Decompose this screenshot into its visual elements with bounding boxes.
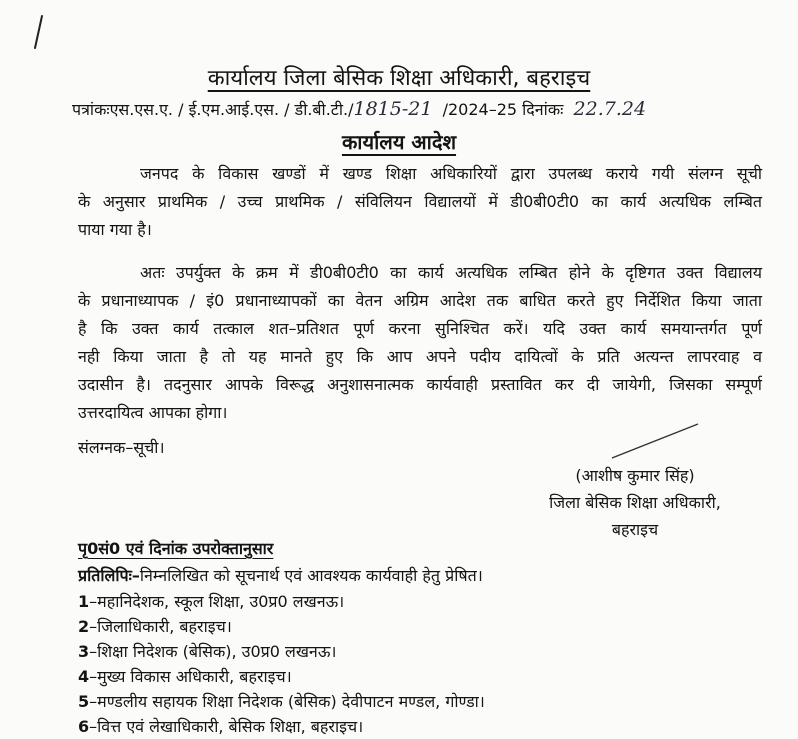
list-item: 3–शिक्षा निदेशक (बेसिक), उ0प्र0 लखनऊ। — [78, 642, 337, 661]
para2-line: है कि उक्त कार्य तत्काल शत–प्रतिशत पूर्ण करना सुनिश्चित करें। यदि उक्त कार्य समयान्तर्गत पूर्ण — [78, 319, 762, 338]
reference-line — [72, 98, 646, 120]
para2-line: उदासीन है। तदनुसार आपके विरूद्ध अनुशासनात्मक कार्यवाही प्रस्तावित कर दी जायेगी, जिसका सम्पूर्ण — [78, 375, 762, 394]
list-item: 1–महानिदेशक, स्कूल शिक्षा, उ0प्र0 लखनऊ। — [78, 592, 345, 611]
para1-line: पाया गया है। — [78, 220, 152, 239]
list-item: 5–मण्डलीय सहायक शिक्षा निदेशक (बेसिक) देवीपाटन मण्डल, गोण्डा। — [78, 692, 485, 711]
para1-line: जनपद के विकास खण्डों में खण्ड शिक्षा अधिकारियों द्वारा उपलब्ध कराये गयी संलग्न सूची — [140, 164, 762, 183]
para2-line: उत्तरदायित्व आपका होगा। — [78, 403, 228, 422]
order-heading: कार्यालय आदेश — [341, 130, 457, 154]
paragraph-1 — [78, 160, 762, 244]
forwarding-ref: पृ0सं0 एवं दिनांक उपरोक्तानुसार — [78, 539, 274, 558]
ref-number: 1815-21 — [353, 98, 433, 120]
pen-mark — [30, 14, 60, 54]
signature-block — [520, 462, 750, 543]
paragraph-2 — [78, 259, 762, 427]
attachment-note: संलग्नक–सूची। — [78, 438, 165, 457]
list-item: 6–वित्त एवं लेखाधिकारी, बेसिक शिक्षा, बहराइच। — [78, 717, 364, 736]
para2-line: अतः उपर्युक्त के क्रम में डी0बी0टी0 का कार्य अत्यधिक लम्बित होने के दृष्टिगत उक्त विद्यालय — [140, 263, 762, 282]
signature-stroke — [610, 420, 700, 460]
signatory-place: बहराइच — [611, 520, 659, 539]
signatory-name: (आशीष कुमार सिंह) — [575, 466, 695, 485]
list-item: 2–जिलाधिकारी, बहराइच। — [78, 617, 232, 636]
signatory-designation: जिला बेसिक शिक्षा अधिकारी, — [549, 493, 721, 512]
copy-label: प्रतिलिपिः– — [78, 566, 140, 585]
para2-line: नही किया जाता है तो यह मानते हुए कि आप अपने पदीय दायित्वों के प्रति अत्यन्त लापरवाह व — [78, 347, 762, 366]
ref-year: /2024–25 दिनांकः — [442, 100, 564, 119]
office-title: कार्यालय जिला बेसिक शिक्षा अधिकारी, बहराइच — [207, 66, 591, 91]
para2-line: के प्रधानाध्यापक / इं0 प्रधानाध्यापकों का वेतन अग्रिम आदेश तक बाधित करते हुए निर्देशित किया जाता — [78, 291, 762, 310]
copy-recipient-list — [78, 589, 485, 739]
copy-text: निम्नलिखित को सूचनार्थ एवं आवश्यक कार्यवाही हेतु प्रेषित। — [139, 566, 483, 585]
list-item: 4–मुख्य विकास अधिकारी, बहराइच। — [78, 667, 292, 686]
ref-prefix: पत्रांकःएस.एस.ए. / ई.एम.आई.एस. / डी.बी.टी./ — [72, 100, 354, 119]
order-date: 22.7.24 — [573, 98, 647, 120]
para1-line: के अनुसार प्राथमिक / उच्च प्राथमिक / संविलियन विद्यालयों में डी0बी0टी0 का कार्य अत्यधिक लम्बित — [78, 192, 762, 211]
copy-to-line — [78, 564, 483, 586]
